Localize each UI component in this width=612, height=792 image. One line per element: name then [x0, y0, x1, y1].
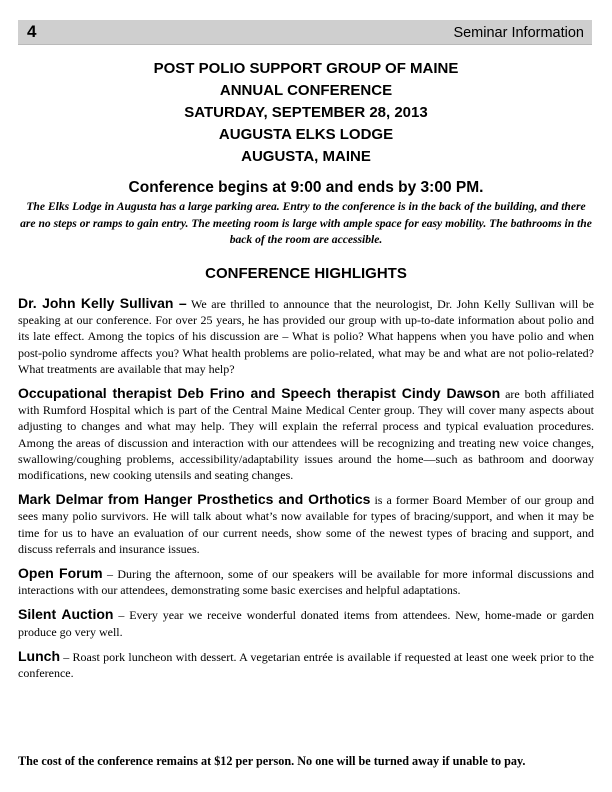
- page-number: 4: [27, 22, 37, 41]
- highlight-text: – Every year we receive wonderful donated items from attendees. New, home-made or garden produce go very well.: [18, 608, 594, 639]
- schedule-line: Conference begins at 9:00 and ends by 3:00 PM.: [128, 179, 484, 196]
- highlight-text: are both affiliated with Rumford Hospital which is part of the Central Maine Medical Center group. They will cover many aspects about adjusting to changes and what may help. They will explain the referral process and typical evaluation procedures. Among the areas of discussion and interaction with our attendees will be recognizing and treating new voice changes, swallowing/coughing problems, accessibility/adaptability issues around the home—such as bathroom and doorway modifications, new cooking utensils and seating changes.: [18, 387, 595, 483]
- highlight-title: Lunch: [18, 647, 60, 664]
- highlight-text: – During the afternoon, some of our speakers will be available for more informal discussions and interactions with our attendees, demonstrating some basic exercises and helpful adaptations.: [18, 567, 594, 598]
- highlight-text: We are thrilled to announce that the neurologist, Dr. John Kelly Sullivan will be speaking at our conference. For over 25 years, he has provided our group with up-to-date information about polio and its late effect. Among the topics of his discussion are – What is polio? What happens when you have polio and when post-polio syndrome affects you? What health problems are polio-related, what may be and what are not polio-related? What treatments are available that may help?: [18, 297, 594, 376]
- cost-note: The cost of the conference remains at $12 per person. No one will be turned away if unable to pay.: [18, 754, 526, 768]
- event-venue: AUGUSTA ELKS LODGE: [218, 126, 394, 143]
- highlight-item: [18, 565, 594, 598]
- venue-note: The Elks Lodge in Augusta has a large parking area. Entry to the conference is in the back of the building, and there are no steps or ramps to gain entry. The meeting room is large with ample space for easy mobility. The bathrooms in the back of the room are accessible.: [20, 200, 592, 246]
- highlight-title: Mark Delmar from Hanger Prosthetics and Orthotics: [18, 491, 371, 508]
- highlight-title: Open Forum: [18, 565, 103, 582]
- event-name: ANNUAL CONFERENCE: [219, 82, 393, 99]
- highlight-text: – Roast pork luncheon with dessert. A vegetarian entrée is available if requested at least one week prior to the conference.: [18, 649, 594, 681]
- highlight-title: Occupational therapist Deb Frino and Speech therapist Cindy Dawson: [18, 385, 501, 402]
- event-date: SATURDAY, SEPTEMBER 28, 2013: [184, 104, 428, 121]
- highlight-item: [18, 648, 594, 681]
- highlights-heading: CONFERENCE HIGHLIGHTS: [205, 265, 407, 282]
- highlight-item: [18, 385, 594, 483]
- organization-name: POST POLIO SUPPORT GROUP OF MAINE: [153, 60, 459, 77]
- highlight-text: is a former Board Member of our group and sees many polio survivors. He will talk about what’s now available for types of bracing/support, and when it may be time for us to have an evaluation of our current needs, show some of the newest types of bracing and support, and discuss referrals and insurance issues.: [18, 493, 594, 556]
- highlights-list: [18, 295, 594, 689]
- page-header-bar: [18, 20, 592, 45]
- highlight-item: [18, 295, 594, 377]
- event-city: AUGUSTA, MAINE: [241, 148, 371, 165]
- section-title: Seminar Information: [453, 25, 584, 41]
- conference-title-block: [0, 58, 612, 168]
- highlight-item: [18, 491, 594, 557]
- highlight-title: Dr. John Kelly Sullivan –: [18, 295, 187, 311]
- highlight-title: Silent Auction: [18, 606, 114, 623]
- highlight-item: [18, 606, 594, 639]
